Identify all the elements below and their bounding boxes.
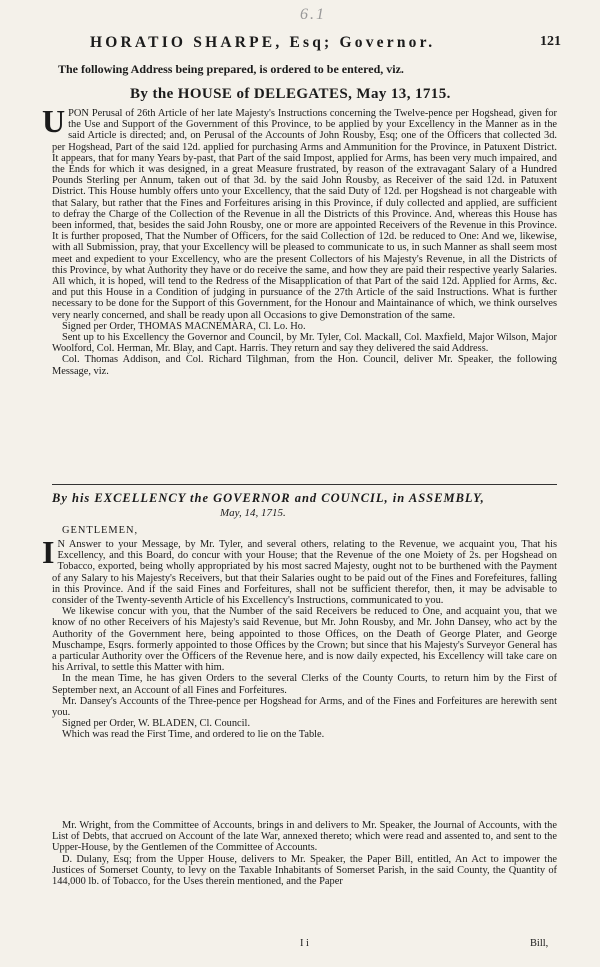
running-head bbox=[52, 34, 561, 56]
message-para2: We likewise concur with you, that the Number of the said Receivers be reduced to One, and acquaint you, that we know of no other Receivers of his Majesty's said Revenue, but Mr. John Rousby, and Mr. John Dansey, who act by the Authority of the Government here, being appointed to those Offices, on the Death of George Plater, and George Muschampe, Esqrs. formerly appointed to those Offices by the Crown; but since that his Majesty's Surveyor General has a particular Authority over the Officers of the Revenue here, and is now daily expected, his Excellency will take care on his Arrival, to settle this Matter with him. bbox=[52, 606, 557, 674]
council-heading: By his EXCELLENCY the GOVERNOR and COUNCIL, in ASSEMBLY, bbox=[52, 491, 485, 505]
message-dropcap: I bbox=[42, 534, 55, 570]
council-date: May, 14, 1715. bbox=[220, 507, 286, 519]
page-title: HORATIO SHARPE, Esq; Governor. bbox=[90, 34, 436, 51]
salutation: GENTLEMEN, bbox=[62, 525, 139, 536]
signature-mark: I i bbox=[300, 938, 309, 949]
address-text: PON Perusal of 26th Article of her late Majesty's Instructions concerning the Twelve-pence per Hogshead, given for the Use and Support of the Government of this Province, to be applied by your Excellency in the Manner as in the said Article is directed; and, on Perusal of the Accounts of John Rousby, Esq; one of the Officers that collected 3d. per Hogshead, Part of the said 12d. applied for purchasing Arms and Ammunition for the Province, in Patuxent District. It appears, that for many Years by-past, that Part of the said Impost, applied for Arms, has been very much impaired, and the Ends for which it was designed, in a great Measure frustrated, by reason of the extravagant Salary of a Hundred Pounds Sterling per Annum, taken out of that 3d. by the said John Rousby, as Receiver of the said 12d. in Patuxent District. This House humbly offers unto your Excellency, that the said Duty of 12d. per Hogshead is not chargeable with that Salary, but rather that the Fines and Forfeitures arising in this Province, if duly collected and applied, are sufficient to defray the Charge of the Collection of the Revenue in all the Districts of this Province. And, whereas this House has been informed, that, besides the said John Rousby, one or more are appointed Receivers of the Revenue in this Province. It is further proposed, That the Number of Officers, for the said Collection of 12d. be reduced to One: And we, likewise, with all Submission, pray, that your Excellency will be pleased to communicate to us, in such Manner as shall seem most meet and expedient to your Excellency, who are the present Collectors of his Majesty's Revenue, in all the Districts of this Province, by what Authority they have or do receive the same, and how they are paid their respective yearly Salaries. All which, it is hoped, will tend to the Redress of the Misapplication of that Part of the said 12d. Applied for Arms, &c. and put this House in a Condition of judging in pursuance of the 27th Article of the said Instructions. What is further necessary to be done for the Support of this Government, for the Honour and Maintainance of which, we think ourselves very nearly concerned, and shall be ready upon all Occasions to give Demonstration of the same. bbox=[52, 108, 557, 321]
house-heading: By the HOUSE of DELEGATES, May 13, 1715. bbox=[130, 86, 451, 102]
message-signature: Signed per Order, W. BLADEN, Cl. Council. bbox=[62, 718, 251, 730]
page-number: 121 bbox=[540, 34, 561, 49]
message-para3: In the mean Time, he has given Orders to the several Clerks of the County Courts, to return him by the First of September next, an Account of all Fines and Forfeitures. bbox=[52, 673, 557, 696]
council-message-block bbox=[42, 534, 557, 741]
address-block bbox=[42, 103, 557, 377]
message-para4: Mr. Dansey's Accounts of the Three-pence per Hogshead for Arms, and of the Fines and Forfeitures are herewith sent you. bbox=[52, 695, 557, 719]
section-divider bbox=[52, 484, 557, 485]
address-delivery: Col. Thomas Addison, and Col. Richard Tilghman, from the Hon. Council, deliver Mr. Speaker, the following Message, viz. bbox=[52, 354, 557, 377]
address-sent: Sent up to his Excellency the Governor and Council, by Mr. Tyler, Col. Mackall, Col. Maxfield, Major Wilson, Major Woolford, Col. Herman, Mr. Blay, and Capt. Harris. They return and say they delivered the said Address. bbox=[52, 332, 557, 355]
address-signature: Signed per Order, THOMAS MACNEMARA, Cl. Lo. Ho. bbox=[62, 320, 306, 332]
message-para1: N Answer to your Message, by Mr. Tyler, and several others, relating to the Revenue, we acquaint you, That his Excellency, and this Board, do concur with your House; that the Revenue of the one Moiety of 2s. per Hogshead on Tobacco, exported, being wholly appropriated by his most sacred Majesty, ought not to be burthened with the Payment of any Salary to his Majesty's Receivers, but that their Salaries ought to be paid out of the Fines and Forefeitures, falling in this Province. And if the said Fines and Forfeitures, shall not be sufficient therefor, then, it may be advisable to consider of the Twenty-seventh Article of his Excellency's Instructions, communicated to you. bbox=[52, 539, 557, 607]
proceedings-para2: D. Dulany, Esq; from the Upper House, delivers to Mr. Speaker, the Paper Bill, entitled, An Act to impower the Justices of Somerset County, to levy on the Taxable Inhabitants of Somerset Parish, in the said County, the Quantity of 144,000 lb. of Tobacco, for the Uses therein mentioned, and the Paper bbox=[52, 853, 557, 888]
proceedings-block bbox=[52, 820, 557, 887]
catchword: Bill, bbox=[530, 938, 549, 949]
message-reading: Which was read the First Time, and ordered to lie on the Table. bbox=[62, 729, 325, 741]
address-dropcap: U bbox=[42, 103, 66, 139]
handwritten-note: 6.1 bbox=[300, 6, 326, 23]
proceedings-para1: Mr. Wright, from the Committee of Accounts, brings in and delivers to Mr. Speaker, the Journal of Accounts, with the List of Debts, that accrued on Account of the late War, annexed thereto; which were read and assented to, and sent to the Upper-House, by the Gentlemen of the Committee of Accounts. bbox=[52, 820, 557, 854]
intro-line: The following Address being prepared, is ordered to be entered, viz. bbox=[58, 62, 404, 76]
